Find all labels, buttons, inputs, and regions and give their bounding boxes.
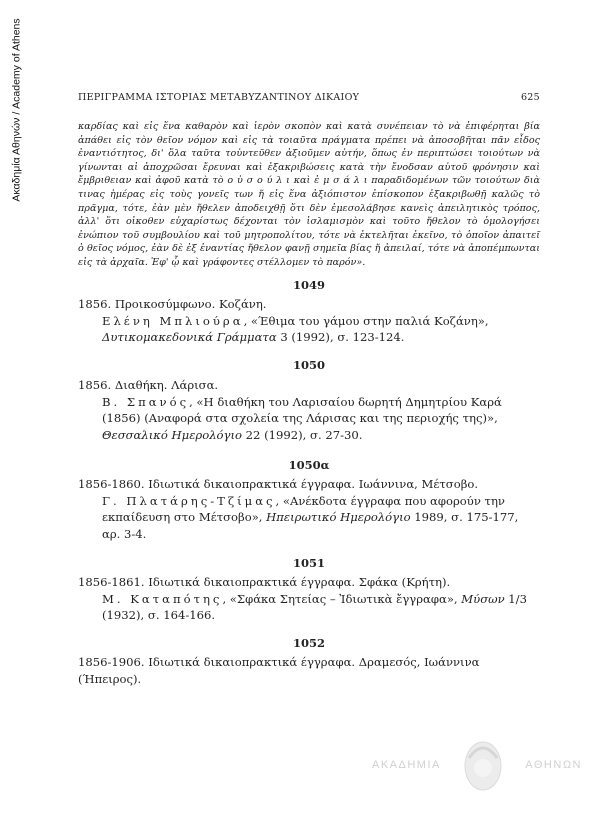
entry-journal: Μύσων <box>461 591 505 606</box>
entry-heading: 1856-1861. Ιδιωτικά δικαιοπρακτικά έγγραφα. Σφάκα (Κρήτη). <box>78 575 451 589</box>
entry-number: 1051 <box>292 556 325 570</box>
intro-paragraph: καρδίας καὶ εἰς ἕνα καθαρὸν καὶ ἱερὸν σκοπὸν καὶ κατὰ συνέπειαν τὸ νὰ ἐπιφέρηται βία ἀπάθει εἰς τὸν θεῖον νόμον καὶ εἰς τὰ τοιαῦτα πράγματα πρέπει νὰ ἀποσοβῆται πᾶν εἶδος ἐναντιότητος, δι' ὅλα ταῦτα τοὐντεῦθεν ἀξιοῦμεν αὐτήν, ὅπως ἐν περιπτώσει τοιούτων νὰ γίνωνται αἱ ἀποχρῶσαι ἔρευναι καὶ ἐξακριβώσεις κατὰ τὴν ἔνοδσαν αὐτοῦ φρόνησιν καὶ ἔμβριθειαν καὶ ἀφοῦ κατὰ τὸ ο ὐ σ ο ύ λ ι καὶ ἐ μ σ ά λ ι παραδιδομένων τῶν τοιούτων διὰ τινας ἡμέρας εἰς τοὺς γονεῖς των ἤ εἰς ἕνα ἀξιόπιστον ἐπίσκοπον ἐξακριβωθῇ καλῶς τὸ πρᾶγμα, τότε, ἐὰν μὲν ἤθελεν ἀποδειχθῇ ὅτι δὲν ἐμεσολάβησε κανεὶς ἀπειλητικὸς τρόπος, ἀλλ' ὅτι οἰκοθεν εὐχαρίστως δέχονται τὸν ἰσλαμισμὸν καὶ τοῦτο ἤθελον τὸ ὁμολογήσει ἐνώπιον τοῦ συμβουλίου καὶ τοῦ μητροπολίτου, τότε νὰ ἐκτελῆται ἐκεῖνο, τὸ ὁποῖον ἀπαιτεῖ ὁ θεῖος νόμος, ἐὰν δὲ ἐξ ἐναντίας ἤθελον φανῇ σημεῖα βίας ἤ ἀπειλαί, τότε νὰ ἀποπέμπωνται εἰς τὰ ἀρχαῖα. Ἐφ' ᾧ καὶ γράφοντες στέλλομεν τὸ παρόν». <box>78 121 540 268</box>
entry-heading: 1856. Προικοσύμφωνο. Κοζάνη. <box>78 297 267 311</box>
athena-head-logo-icon <box>459 736 507 794</box>
entry-reference <box>78 591 540 624</box>
entry-reference <box>78 313 540 346</box>
entry-heading: 1856-1860. Ιδιωτικά δικαιοπρακτικά έγγραφα. Ιωάννινα, Μέτσοβο. <box>78 477 479 491</box>
entry-author: Β. Σπανός <box>102 394 190 409</box>
entry-reference <box>78 493 540 543</box>
side-label-text: Ακαδημία Αθηνών / Academy of Athens <box>11 18 23 202</box>
entry-journal: Ηπειρωτικό Ημερολόγιο <box>266 510 411 524</box>
entry <box>78 654 540 687</box>
entry-number: 1050 <box>292 358 325 372</box>
academy-watermark <box>372 730 582 800</box>
entry-rest: 1989, σ. 175-177, αρ. 3-4. <box>102 510 519 541</box>
entry-title: , «Σφάκα Σητείας – Ἰδιωτικὰ ἔγγραφα», <box>222 591 462 606</box>
entry <box>78 296 540 346</box>
entry-number: 1049 <box>292 278 325 292</box>
entry-rest: 22 (1992), σ. 27-30. <box>242 427 363 442</box>
entry-heading: 1856-1906. Ιδιωτικά δικαιοπρακτικά έγγραφα. Δραμεσός, Ιωάννινα (Ήπειρος). <box>78 655 480 686</box>
watermark-left-text: ΑΚΑΔΗΜΙΑ <box>372 759 441 771</box>
entry <box>78 476 540 542</box>
entry <box>78 377 540 443</box>
entry-reference <box>78 394 540 444</box>
running-title: ΠΕΡΙΓΡΑΜΜΑ ΙΣΤΟΡΙΑΣ ΜΕΤΑΒΥΖΑΝΤΙΝΟΥ ΔΙΚΑΙΟΥ <box>78 92 360 103</box>
page-header <box>78 92 540 103</box>
entry-title: , «Έθιμα του γάμου στην παλιά Κοζάνη», <box>243 313 489 328</box>
entry-title: , «Η διαθήκη του Λαρισαίου δωρητή Δημητρίου Καρά (1856) (Αναφορά στα σχολεία της Λάρισας και της περιοχής της)», <box>102 394 502 425</box>
entry-rest: 3 (1992), σ. 123-124. <box>276 330 405 344</box>
entry <box>78 574 540 624</box>
entry-number: 1052 <box>292 636 325 650</box>
entry-rest: 1/3 (1932), σ. 164-166. <box>102 591 527 622</box>
entry-heading: 1856. Διαθήκη. Λάρισα. <box>78 378 219 392</box>
entry-title: , «Ανέκδοτα έγγραφα που αφορούν την εκπαίδευση στο Μέτσοβο», <box>102 493 505 524</box>
entry-author: Ελένη Μπλιούρα <box>102 313 244 328</box>
entry-journal: Δυτικομακεδονικά Γράμματα <box>102 330 277 344</box>
side-label <box>10 20 24 200</box>
entry-author: Γ. Πλατάρης-Τζίμας <box>102 493 276 508</box>
entry-journal: Θεσσαλικό Ημερολόγιο <box>102 427 242 442</box>
page-number: 625 <box>520 92 540 103</box>
watermark-right-text: ΑΘΗΝΩΝ <box>525 759 582 771</box>
entry-author: Μ. Καταπότης <box>102 591 223 606</box>
entry-number: 1050α <box>288 458 330 472</box>
